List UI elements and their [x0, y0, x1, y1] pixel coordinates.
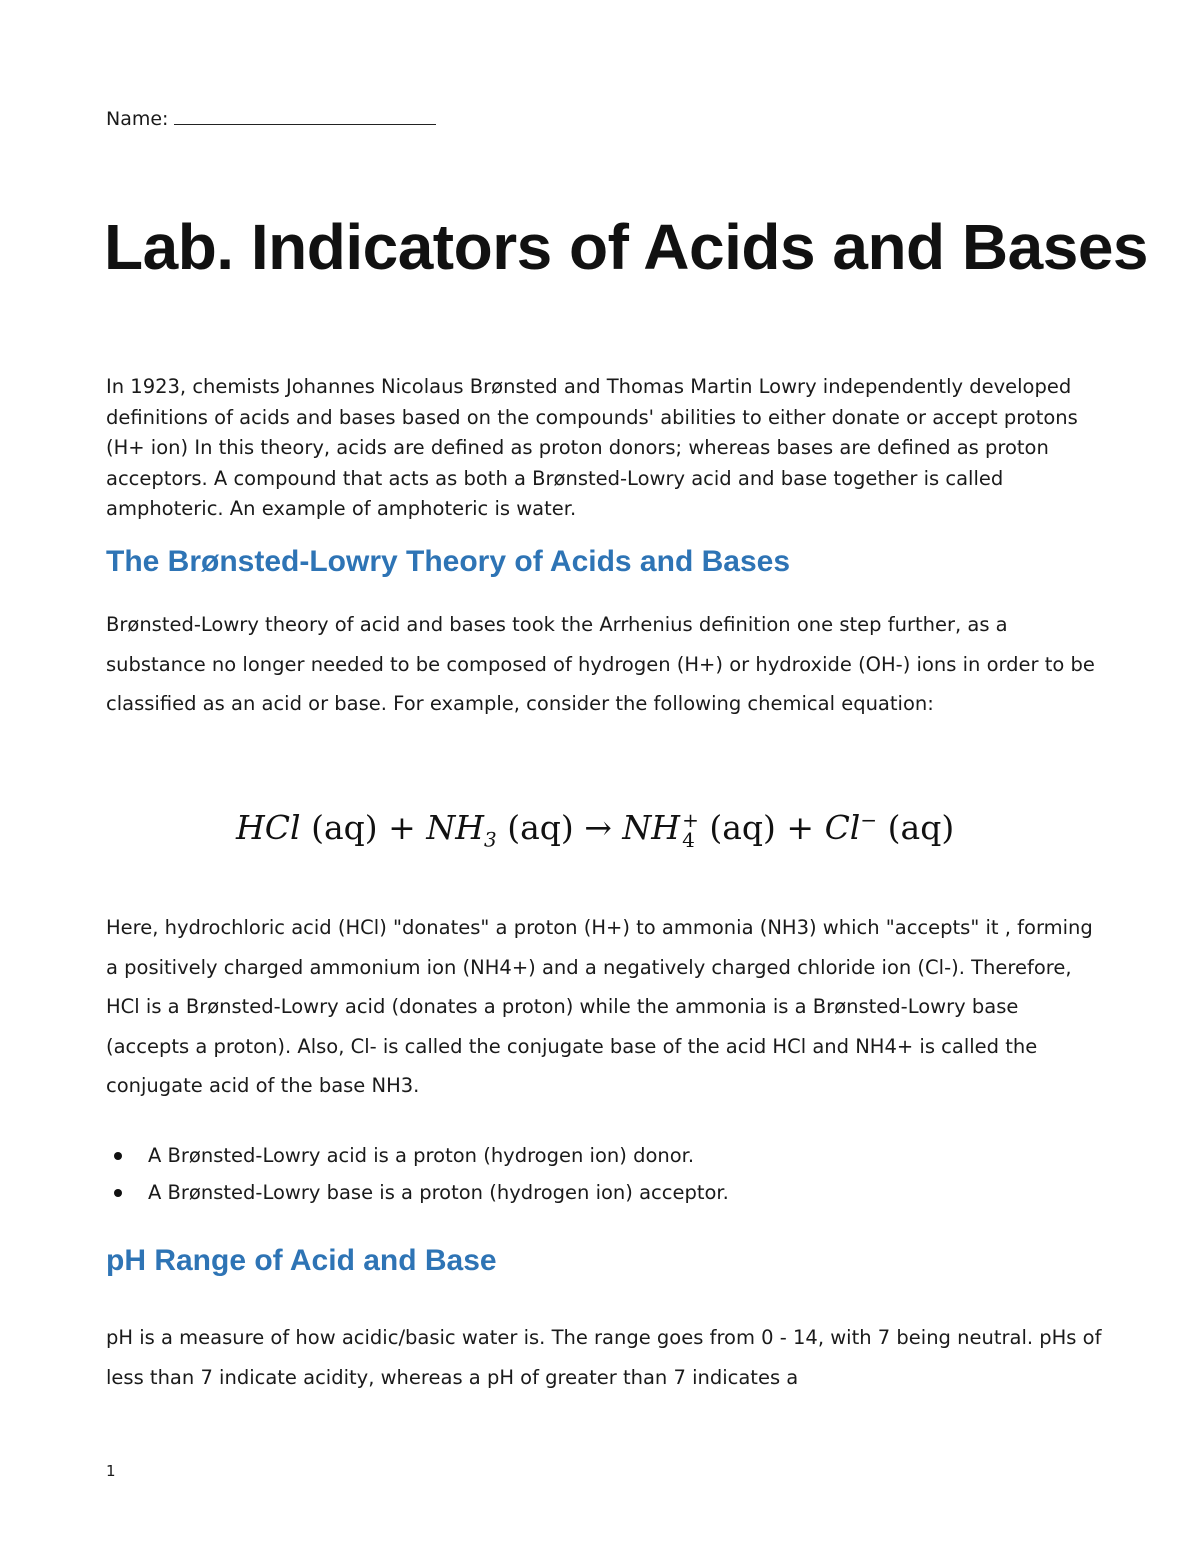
- bullet-icon: [114, 1152, 122, 1160]
- explanation-paragraph: Here, hydrochloric acid (HCl) "donates" a proton (H+) to ammonia (NH3) which "accepts" it , forming a positively charged ammonium ion (NH4+) and a negatively charged chloride ion (Cl-). Therefore, HCl is a Brønsted-Lowry acid (donates a proton) while the ammonia is a Brønsted-Lowry base (accepts a proton). Also, Cl- is called the conjugate base of the acid HCl and NH4+ is called the conjugate acid of the base NH3.: [106, 916, 1093, 1097]
- page-number: 1: [106, 1462, 116, 1480]
- name-label: Name:: [106, 108, 169, 130]
- theory-paragraph: Brønsted-Lowry theory of acid and bases took the Arrhenius definition one step further, as a substance no longer needed to be composed of hydrogen (H+) or hydroxide (OH-) ions in order to be classified as an acid or base. For example, consider the following chemical equation:: [106, 613, 1095, 715]
- eq-nh3: $NH_3$: [426, 808, 497, 852]
- name-blank-line: [174, 106, 436, 125]
- eq-hcl: HCl: [236, 808, 301, 847]
- ph-paragraph: pH is a measure of how acidic/basic water is. The range goes from 0 - 14, with 7 being neutral. pHs of less than 7 indicate acidity, whereas a pH of greater than 7 indicates a: [106, 1326, 1102, 1389]
- section-heading-bronsted-lowry: The Brønsted-Lowry Theory of Acids and Bases: [106, 545, 791, 578]
- eq-plus-2: +: [786, 808, 815, 847]
- name-field: [106, 106, 436, 130]
- eq-arrow: →: [584, 808, 612, 847]
- bullet-icon: [114, 1189, 122, 1197]
- eq-state-4: (aq): [887, 808, 955, 847]
- section-heading-ph-range: pH Range of Acid and Base: [106, 1244, 497, 1277]
- list-item: A Brønsted-Lowry acid is a proton (hydrogen ion) donor.: [106, 1137, 729, 1174]
- intro-paragraph: In 1923, chemists Johannes Nicolaus Brønsted and Thomas Martin Lowry independently developed definitions of acids and bases based on the compounds' abilities to either donate or accept protons (H+ ion) In this theory, acids are defined as proton donors; whereas bases are defined as proton acceptors. A compound that acts as both a Brønsted-Lowry acid and base together is called amphoteric. An example of amphoteric is water.: [106, 375, 1078, 520]
- chemical-equation: [236, 808, 954, 852]
- page-title: Lab. Indicators of Acids and Bases: [104, 211, 1148, 283]
- eq-state-3: (aq): [709, 808, 776, 847]
- eq-nh4: NH + 4: [622, 808, 699, 852]
- definition-list: [106, 1137, 729, 1211]
- eq-cl: Cl−: [824, 808, 878, 847]
- list-item: A Brønsted-Lowry base is a proton (hydrogen ion) acceptor.: [106, 1174, 729, 1211]
- eq-plus-1: +: [388, 808, 416, 847]
- eq-state-2: (aq): [507, 808, 574, 847]
- eq-state-1: (aq): [311, 808, 378, 847]
